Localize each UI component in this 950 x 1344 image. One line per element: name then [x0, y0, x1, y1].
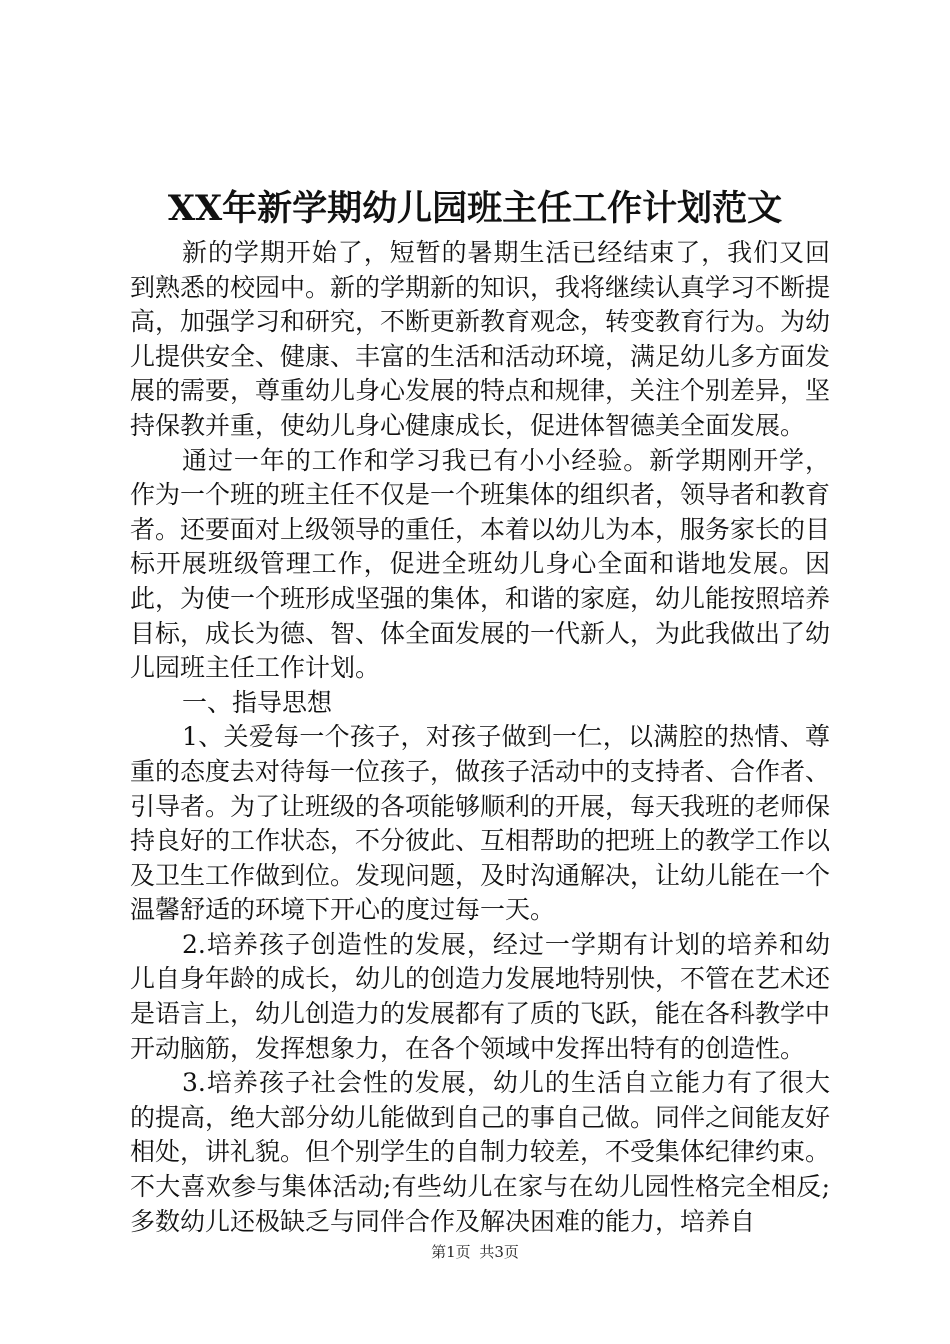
page-footer	[0, 1242, 950, 1262]
document-title: XX年新学期幼儿园班主任工作计划范文	[167, 188, 783, 229]
paragraph-item-2: 2.培养孩子创造性的发展，经过一学期有计划的培养和幼儿自身年龄的成长，幼儿的创造力发展地特别快，不管在艺术还是语言上，幼儿创造力的发展都有了质的飞跃，能在各科教学中开动脑筋，发挥想象力，在各个领域中发挥出特有的创造性。	[130, 929, 831, 1063]
paragraph-intro: 新的学期开始了，短暂的暑期生活已经结束了，我们又回到熟悉的校园中。新的学期新的知识，我将继续认真学习不断提高，加强学习和研究，不断更新教育观念，转变教育行为。为幼儿提供安全、健康、丰富的生活和活动环境，满足幼儿多方面发展的需要，尊重幼儿身心发展的特点和规律，关注个别差异，坚持保教并重，使幼儿身心健康成长，促进体智德美全面发展。	[130, 238, 831, 440]
paragraph-experience: 通过一年的工作和学习我已有小小经验。新学期刚开学，作为一个班的班主任不仅是一个班集体的组织者，领导者和教育者。还要面对上级领导的重任，本着以幼儿为本，服务家长的目标开展班级管理工作，促进全班幼儿身心全面和谐地发展。因此，为使一个班形成坚强的集体，和谐的家庭，幼儿能按照培养目标，成长为德、智、体全面发展的一代新人，为此我做出了幼儿园班主任工作计划。	[130, 445, 831, 683]
document-body	[130, 236, 830, 1239]
paragraph-item-3: 3.培养孩子社会性的发展，幼儿的生活自立能力有了很大的提高，绝大部分幼儿能做到自己的事自己做。同伴之间能友好相处，讲礼貌。但个别学生的自制力较差，不受集体纪律约束。不大喜欢参与集体活动;有些幼儿在家与在幼儿园性格完全相反;多数幼儿还极缺乏与同伴合作及解决困难的能力，培养自	[130, 1068, 831, 1236]
page-total: 共3页	[479, 1243, 519, 1261]
section-heading-guiding-thought: 一、指导思想	[182, 687, 333, 717]
page-number: 第1页	[431, 1243, 471, 1261]
paragraph-item-1: 1、关爱每一个孩子，对孩子做到一仁，以满腔的热情、尊重的态度去对待每一位孩子，做孩子活动中的支持者、合作者、引导者。为了让班级的各项能够顺利的开展，每天我班的老师保持良好的工作状态，不分彼此、互相帮助的把班上的教学工作以及卫生工作做到位。发现问题，及时沟通解决，让幼儿能在一个温馨舒适的环境下开心的度过每一天。	[130, 722, 831, 925]
